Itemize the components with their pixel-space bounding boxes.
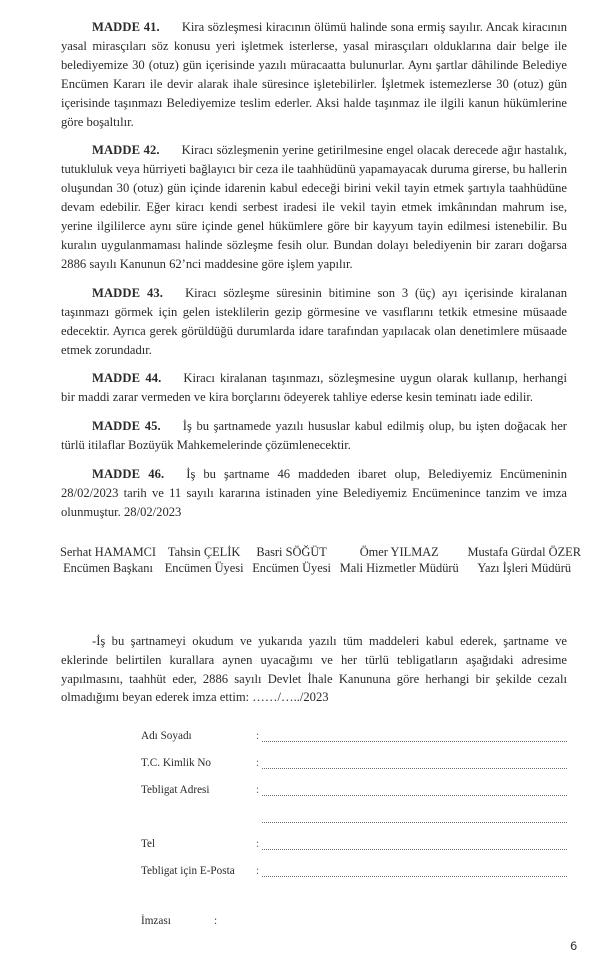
article-number: MADDE 46.: [92, 467, 165, 482]
article-text: İş bu şartnamede yazılı hususlar kabul edilmiş olup, bu işten doğacak her türlü itilaflar Bozüyük Mahkemelerinde çözümlenecektir.: [61, 419, 567, 453]
page-number: 6: [570, 939, 578, 953]
signatory: [60, 544, 156, 576]
signatory-name: Serhat HAMAMCI: [60, 544, 157, 559]
article-44: [61, 369, 567, 407]
signatories-block: [60, 544, 581, 576]
signature-label: İmzası: [141, 915, 171, 928]
form-row-address-continued: [141, 810, 567, 825]
field-label: Tebligat Adresi: [141, 784, 210, 797]
signatory-title: Encümen Üyesi: [252, 560, 331, 575]
signatory-name: Ömer YILMAZ: [359, 544, 439, 559]
phone-field[interactable]: [256, 837, 567, 852]
bidder-info-form: [141, 729, 567, 879]
form-row-address: [141, 783, 567, 798]
tc-id-field[interactable]: [256, 756, 567, 771]
article-text: Kiracı sözleşmenin yerine getirilmesine engel olacak derecede ağır hastalık, tutukluluk veya hürriyeti bağlayıcı bir ceza ile taahhüdünü yapamayacak duruma girerse, bu hallerin oluşundan 30 (otuz) gün içinde idarenin kabul edeceği birini vekil tayin etmek şartıyla taahhüdüne devam edebilir. Eğer kiracı kendi serbest iradesi ile vekil tayin etmek imkânından mahrum ise, yerine ilgililerce aynı süre içinde genel hükümlere göre bir kayyum tayin edilmesi istenebilir. Bu kuralın uygulanmaması halinde sözleşme fesih olur. Bundan dolayı belediyenin bir zararı doğarsa 2886 sayılı Kanunun 62’nci maddesine göre işlem yapılır.: [61, 143, 568, 271]
article-41: [61, 18, 567, 131]
field-colon: :: [256, 865, 260, 878]
article-text: İş bu şartname 46 maddeden ibaret olup, Belediyemiz Encümeninin 28/02/2023 tarih ve 11 sayılı kararına istinaden yine Belediyemiz Encümenince tanzim ve imza olunmuştur. 28/02/2023: [61, 467, 567, 519]
signatory: [252, 544, 331, 576]
signatory: [165, 544, 244, 576]
article-number: MADDE 43.: [92, 285, 164, 300]
signatory-title: Encümen Başkanı: [63, 560, 153, 575]
full-name-field[interactable]: [256, 729, 567, 744]
signatory-name: Tahsin ÇELİK: [167, 544, 241, 559]
field-colon: :: [256, 784, 260, 797]
signatory: [467, 544, 581, 576]
signatory-name: Mustafa Gürdal ÖZER: [467, 544, 581, 559]
field-label: Adı Soyadı: [141, 730, 192, 743]
field-colon: :: [256, 730, 260, 743]
article-text: Kira sözleşmesi kiracının ölümü halinde sona ermiş sayılır. Ancak kiracının yasal mirasçıları söz konusu yeri işletmek isterlerse, yasal mirasçıları olduklarına dair belge ile belediyemize 30 (otuz) gün içerisinde yazılı müracaatta bulunurlar. Aynı şartlar dâhilinde Belediye Encümen Kararı ile devir alarak ihale süresince işletebilirler. İşletmek istemezlerse 30 (otuz) gün içerisinde taşınmazı Belediyemize teslim ederler. Aksi halde taşınmaz ile ilgili kanun hükümlerine göre boşaltılır.: [61, 20, 567, 129]
article-43: [61, 284, 567, 360]
article-46: [61, 465, 567, 522]
signature-colon: :: [214, 915, 218, 928]
article-number: MADDE 44.: [92, 371, 162, 386]
signatory-title: Mali Hizmetler Müdürü: [339, 560, 459, 575]
article-number: MADDE 41.: [92, 20, 160, 34]
field-colon: :: [256, 838, 260, 851]
article-text: Kiracı sözleşme süresinin bitimine son 3 (üç) ayı içerisinde kiralanan taşınmazı görmek için gelen isteklilerin gezip görmesine ve vasıflarını tetkik etmesine müsaade edecektir. Ayrıca gerek görüldüğü durumlarda idare tarafından yapılacak olan denetimlere müsaade etmek zorundadır.: [61, 285, 567, 357]
signatory-title: Yazı İşleri Müdürü: [477, 560, 572, 575]
field-label: Tebligat için E-Posta: [141, 865, 235, 878]
article-45: [61, 417, 567, 455]
signatory: [340, 544, 459, 576]
article-number: MADDE 42.: [92, 143, 160, 158]
signature-row: [141, 915, 567, 927]
article-number: MADDE 45.: [92, 419, 161, 434]
address-continued-field[interactable]: [256, 810, 567, 825]
article-42: [61, 141, 567, 273]
signatory-name: Basri SÖĞÜT: [256, 544, 327, 559]
bidder-declaration: -İş bu şartnameyi okudum ve yukarıda yazılı tüm maddeleri kabul ederek, şartname ve eklerinde belirtilen kurallara aynen uyacağımı ve her türlü tebligatların aşağıdaki adresime yapılmasını, taahhüt eder, 2886 sayılı Devlet İhale Kanununa göre herhangi bir şekilde cezalı olmadığımı beyan ederek imza ettim: ……/…../2023: [61, 633, 567, 705]
field-colon: :: [256, 757, 260, 770]
form-row-tc-id: [141, 756, 567, 771]
field-label: T.C. Kimlik No: [141, 757, 212, 770]
form-row-phone: [141, 837, 567, 852]
address-field[interactable]: [256, 783, 567, 798]
field-label: Tel: [141, 838, 156, 851]
signatory-title: Encümen Üyesi: [164, 560, 244, 575]
article-text: Kiracı kiralanan taşınmazı, sözleşmesine uygun olarak kullanıp, herhangi bir maddi zarar vermeden ve kira borçlarını ödeyerek tahliye ederse kesin teminatı iade edilir.: [61, 371, 567, 405]
form-row-full-name: [141, 729, 567, 744]
